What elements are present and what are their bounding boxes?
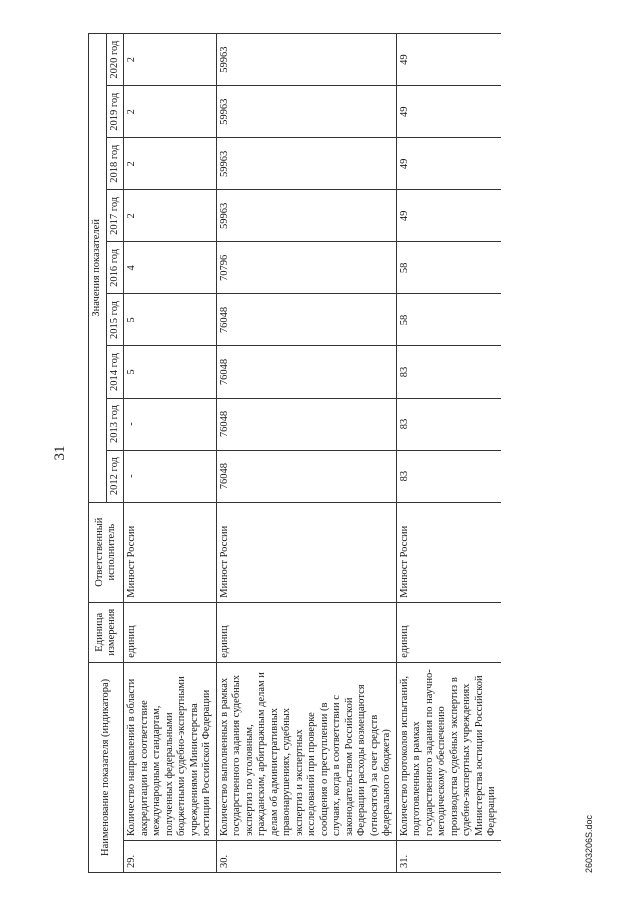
header-year: 2018 год	[106, 138, 124, 190]
header-year: 2017 год	[106, 190, 124, 242]
value-cell: 70796	[216, 242, 396, 294]
value-cell: 59963	[216, 138, 396, 190]
value-cell: 59963	[216, 190, 396, 242]
row-number: 30.	[216, 840, 396, 872]
indicators-table	[88, 33, 501, 873]
table-row	[124, 34, 217, 873]
header-responsible: Ответственный исполнитель	[89, 502, 124, 602]
value-cell: 49	[396, 86, 501, 138]
value-cell: 59963	[216, 86, 396, 138]
value-cell: 59963	[216, 34, 396, 86]
value-cell: 49	[396, 34, 501, 86]
table-row	[216, 34, 396, 873]
table-row	[396, 34, 501, 873]
value-cell: 49	[396, 190, 501, 242]
header-row-1	[89, 34, 107, 873]
header-unit: Единица измерения	[89, 602, 124, 662]
row-number: 29.	[124, 840, 217, 872]
value-cell: 49	[396, 138, 501, 190]
row-number: 31.	[396, 840, 501, 872]
header-year: 2013 год	[106, 398, 124, 450]
value-cell: 2	[124, 138, 217, 190]
rotated-page	[48, 23, 608, 883]
value-cell: -	[124, 450, 217, 502]
header-year: 2016 год	[106, 242, 124, 294]
indicator-responsible: Минюст России	[124, 502, 217, 602]
indicator-name: Количество выполненных в рамках государственного задания судебных экспертиз по уголовным, гражданским, арбитражным делам и делам об административных правонарушениях, судебных экспертиз и экспертных исследований при проверке сообщения о преступлении (в случаях, когда в соответствии с законодательством Российской Федерации расходы возмещаются (относятся) за счет средств федерального бюджета)	[216, 662, 396, 840]
indicator-unit: единиц	[216, 602, 396, 662]
header-year: 2020 год	[106, 34, 124, 86]
value-cell: 2	[124, 86, 217, 138]
header-year: 2015 год	[106, 294, 124, 346]
value-cell: 83	[396, 398, 501, 450]
value-cell: 83	[396, 346, 501, 398]
document-id: 2603206S.doc	[584, 814, 594, 873]
indicator-unit: единиц	[124, 602, 217, 662]
indicator-responsible: Минюст России	[216, 502, 396, 602]
value-cell: 2	[124, 34, 217, 86]
value-cell: 4	[124, 242, 217, 294]
header-year: 2012 год	[106, 450, 124, 502]
value-cell: 76048	[216, 294, 396, 346]
indicator-name: Количество направлений в области аккредитации на соответствие международным стандартам, полученных федеральными бюджетными судебно-экспертными учреждениями Министерства юстиции Российской Федерации	[124, 662, 217, 840]
value-cell: 58	[396, 242, 501, 294]
value-cell: 76048	[216, 450, 396, 502]
indicator-unit: единиц	[396, 602, 501, 662]
value-cell: 2	[124, 190, 217, 242]
header-name: Наименование показателя (индикатора)	[89, 662, 124, 872]
indicator-responsible: Минюст России	[396, 502, 501, 602]
value-cell: 5	[124, 346, 217, 398]
header-values-group: Значения показателей	[89, 34, 107, 503]
value-cell: 58	[396, 294, 501, 346]
value-cell: 76048	[216, 398, 396, 450]
header-year: 2019 год	[106, 86, 124, 138]
indicator-name: Количество протоколов испытаний, подготовленных в рамках государственного задания по научно-методическому обеспечению производства судебных экспертиз в судебно-экспертных учреждениях Министерства юстиции Российской Федерации	[396, 662, 501, 840]
value-cell: 76048	[216, 346, 396, 398]
header-year: 2014 год	[106, 346, 124, 398]
value-cell: 5	[124, 294, 217, 346]
value-cell: -	[124, 398, 217, 450]
page-number: 31	[52, 445, 68, 461]
value-cell: 83	[396, 450, 501, 502]
